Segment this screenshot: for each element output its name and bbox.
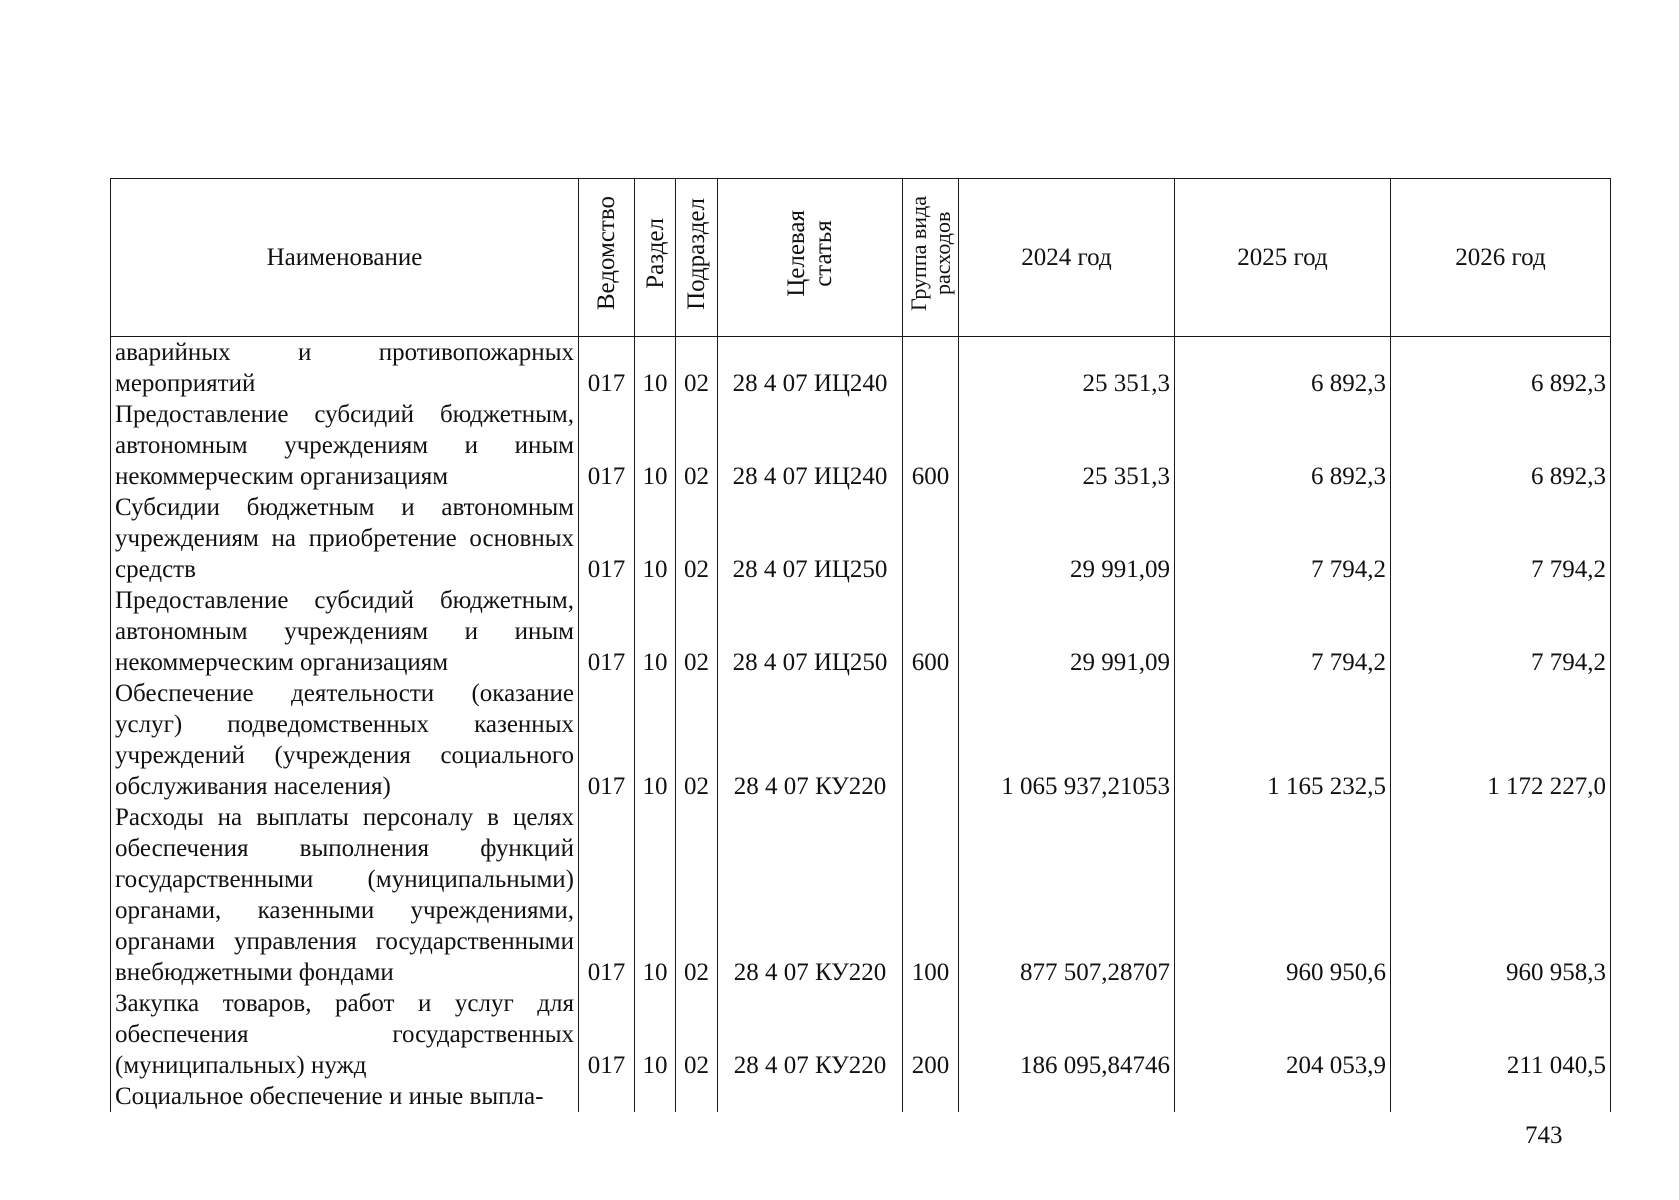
cell-expense: 100 [903, 802, 959, 988]
cell-2024: 186 095,84746 [959, 988, 1175, 1081]
cell-target [718, 1081, 903, 1112]
cell-subsection: 02 [676, 802, 718, 988]
cell-expense: 600 [903, 585, 959, 678]
cell-name: Закупка товаров, работ и услуг для обеспечения государственных (муниципальных) нужд [111, 988, 579, 1081]
header-dept: Ведомство [579, 179, 635, 337]
cell-2024: 29 991,09 [959, 492, 1175, 585]
table-row [111, 802, 1611, 988]
cell-2024: 1 065 937,21053 [959, 678, 1175, 802]
cell-section: 10 [635, 802, 676, 988]
cell-section: 10 [635, 492, 676, 585]
page-number: 743 [1525, 1122, 1563, 1149]
cell-2026: 211 040,5 [1391, 988, 1611, 1081]
cell-target: 28 4 07 ИЦ240 [718, 399, 903, 492]
header-2024: 2024 год [959, 179, 1175, 337]
cell-target: 28 4 07 КУ220 [718, 802, 903, 988]
header-expense-group: Группа вида расходов [903, 179, 959, 337]
table-row [111, 585, 1611, 678]
cell-subsection: 02 [676, 678, 718, 802]
header-section: Раздел [635, 179, 676, 337]
cell-2025: 6 892,3 [1175, 399, 1391, 492]
cell-name: Предоставление субсидий бюджетным, автономным учреждениям и иным некоммерческим организациям [111, 585, 579, 678]
cell-dept: 017 [579, 585, 635, 678]
cell-2026: 1 172 227,0 [1391, 678, 1611, 802]
cell-2024: 25 351,3 [959, 399, 1175, 492]
cell-section: 10 [635, 585, 676, 678]
cell-2026: 7 794,2 [1391, 492, 1611, 585]
cell-2024: 877 507,28707 [959, 802, 1175, 988]
cell-subsection: 02 [676, 988, 718, 1081]
cell-2026: 960 958,3 [1391, 802, 1611, 988]
cell-section: 10 [635, 678, 676, 802]
cell-subsection: 02 [676, 337, 718, 400]
cell-2026: 7 794,2 [1391, 585, 1611, 678]
cell-dept: 017 [579, 988, 635, 1081]
cell-2024 [959, 1081, 1175, 1112]
cell-section: 10 [635, 337, 676, 400]
cell-expense: 200 [903, 988, 959, 1081]
table-row [111, 988, 1611, 1081]
cell-2025: 204 053,9 [1175, 988, 1391, 1081]
cell-expense [903, 337, 959, 400]
cell-2026: 6 892,3 [1391, 399, 1611, 492]
cell-name: Расходы на выплаты персоналу в целях обеспечения выполнения функций государственными (муниципальными) органами, казенными учреждениями, органами управления государственными внебюджетными фондами [111, 802, 579, 988]
cell-dept: 017 [579, 337, 635, 400]
cell-subsection [676, 1081, 718, 1112]
cell-expense [903, 678, 959, 802]
cell-expense [903, 492, 959, 585]
cell-dept: 017 [579, 492, 635, 585]
table-row [111, 678, 1611, 802]
cell-name: Предоставление субсидий бюджетным, автономным учреждениям и иным некоммерческим организациям [111, 399, 579, 492]
cell-target: 28 4 07 КУ220 [718, 988, 903, 1081]
cell-name: аварийных и противопожарных мероприятий [111, 337, 579, 400]
table-row [111, 399, 1611, 492]
budget-table [110, 178, 1611, 1112]
cell-2025: 7 794,2 [1175, 585, 1391, 678]
cell-2026: 6 892,3 [1391, 337, 1611, 400]
cell-2025: 1 165 232,5 [1175, 678, 1391, 802]
header-name: Наименование [111, 179, 579, 337]
header-row [111, 179, 1611, 337]
cell-expense [903, 1081, 959, 1112]
header-2026: 2026 год [1391, 179, 1611, 337]
cell-dept: 017 [579, 678, 635, 802]
cell-subsection: 02 [676, 399, 718, 492]
cell-2025 [1175, 1081, 1391, 1112]
cell-2026 [1391, 1081, 1611, 1112]
cell-2024: 25 351,3 [959, 337, 1175, 400]
cell-section: 10 [635, 988, 676, 1081]
table-row [111, 1081, 1611, 1112]
cell-name: Субсидии бюджетным и автономным учреждениям на приобретение основных средств [111, 492, 579, 585]
cell-dept: 017 [579, 802, 635, 988]
cell-name: Обеспечение деятельности (оказание услуг) подведомственных казенных учреждений (учреждения социального обслуживания населения) [111, 678, 579, 802]
table-row [111, 337, 1611, 400]
cell-dept: 017 [579, 399, 635, 492]
cell-target: 28 4 07 ИЦ250 [718, 492, 903, 585]
cell-target: 28 4 07 КУ220 [718, 678, 903, 802]
header-subsection: Подраздел [676, 179, 718, 337]
cell-subsection: 02 [676, 492, 718, 585]
cell-2025: 960 950,6 [1175, 802, 1391, 988]
header-2025: 2025 год [1175, 179, 1391, 337]
cell-2024: 29 991,09 [959, 585, 1175, 678]
cell-dept [579, 1081, 635, 1112]
cell-section [635, 1081, 676, 1112]
cell-section: 10 [635, 399, 676, 492]
cell-expense: 600 [903, 399, 959, 492]
cell-subsection: 02 [676, 585, 718, 678]
header-target: Целевая статья [718, 179, 903, 337]
cell-2025: 7 794,2 [1175, 492, 1391, 585]
cell-target: 28 4 07 ИЦ240 [718, 337, 903, 400]
table-row [111, 492, 1611, 585]
cell-target: 28 4 07 ИЦ250 [718, 585, 903, 678]
cell-2025: 6 892,3 [1175, 337, 1391, 400]
cell-name: Социальное обеспечение и иные выпла- [111, 1081, 579, 1112]
